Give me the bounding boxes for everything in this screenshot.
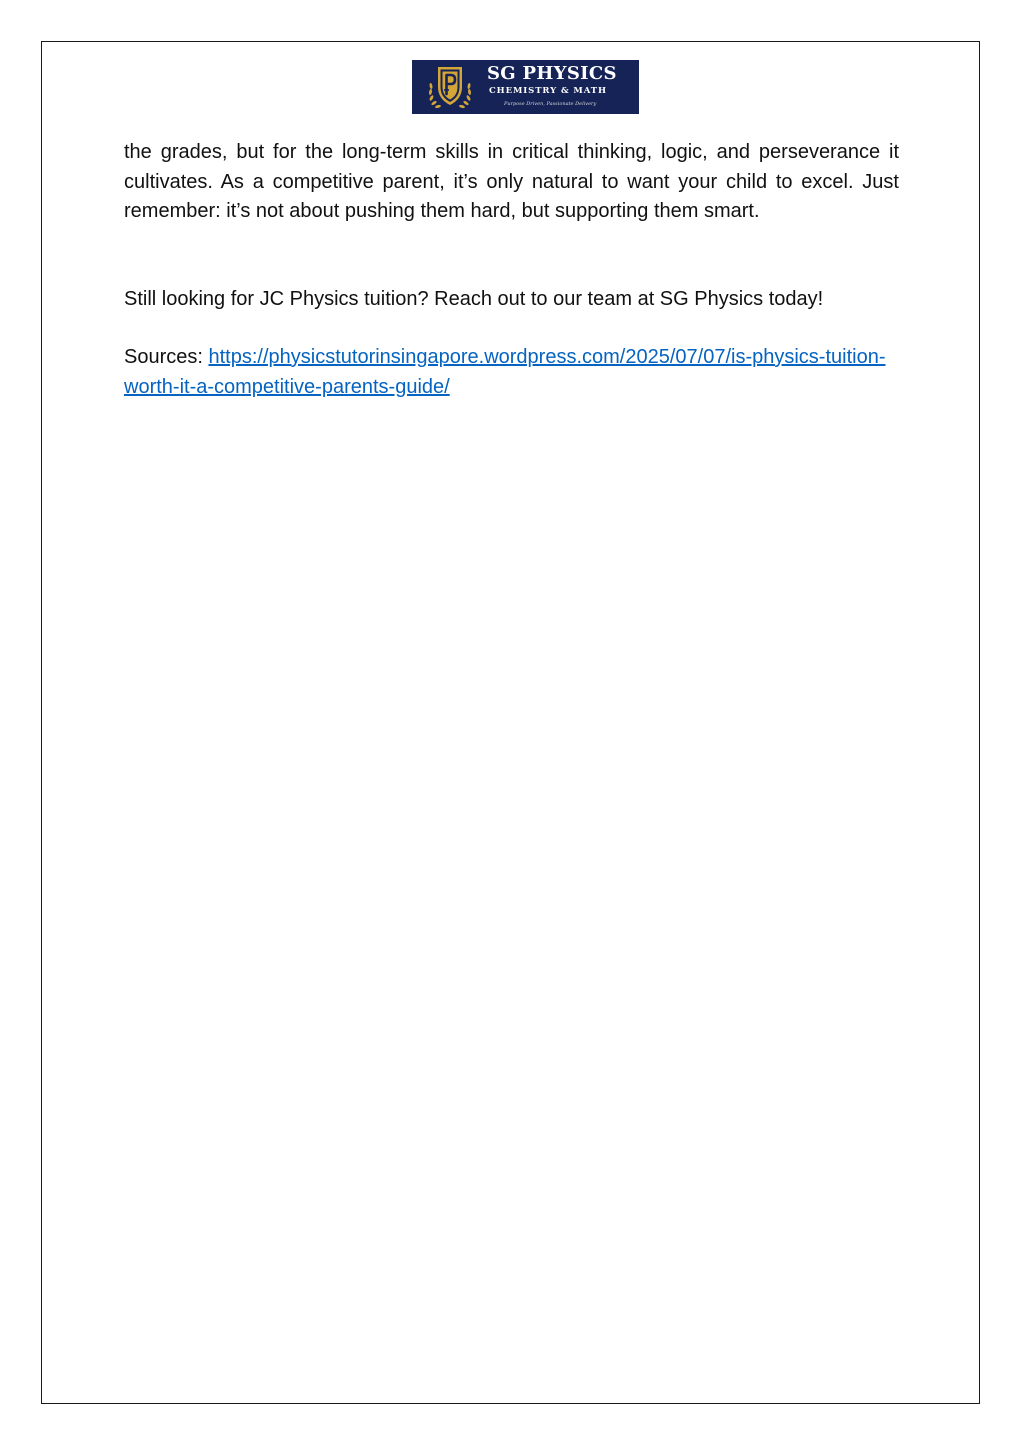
logo-subtitle: CHEMISTRY & MATH — [489, 86, 607, 96]
body-paragraph-1: the grades, but for the long-term skills in critical thinking, logic, and perseverance it cultivates. As a competitive parent, it’s only natural to want your child to excel. Just remember: it’s not about pushing them hard, but supporting them smart. — [124, 141, 899, 222]
page-border — [41, 41, 980, 1404]
source-link[interactable]: https://physicstutorinsingapore.wordpress.com/2025/07/07/is-physics-tuition-worth-it-a-competitive-parents-guide/ — [124, 346, 886, 398]
sg-physics-logo — [412, 60, 639, 114]
logo-tagline: Purpose Driven, Passionate Delivery — [504, 101, 597, 107]
logo-title: SG PHYSICS — [487, 63, 617, 84]
sources-label: Sources: — [124, 346, 209, 368]
body-paragraph-2: Still looking for JC Physics tuition? Reach out to our team at SG Physics today! — [124, 288, 824, 310]
shield-emblem-icon — [422, 63, 478, 113]
sources-paragraph — [124, 343, 899, 402]
